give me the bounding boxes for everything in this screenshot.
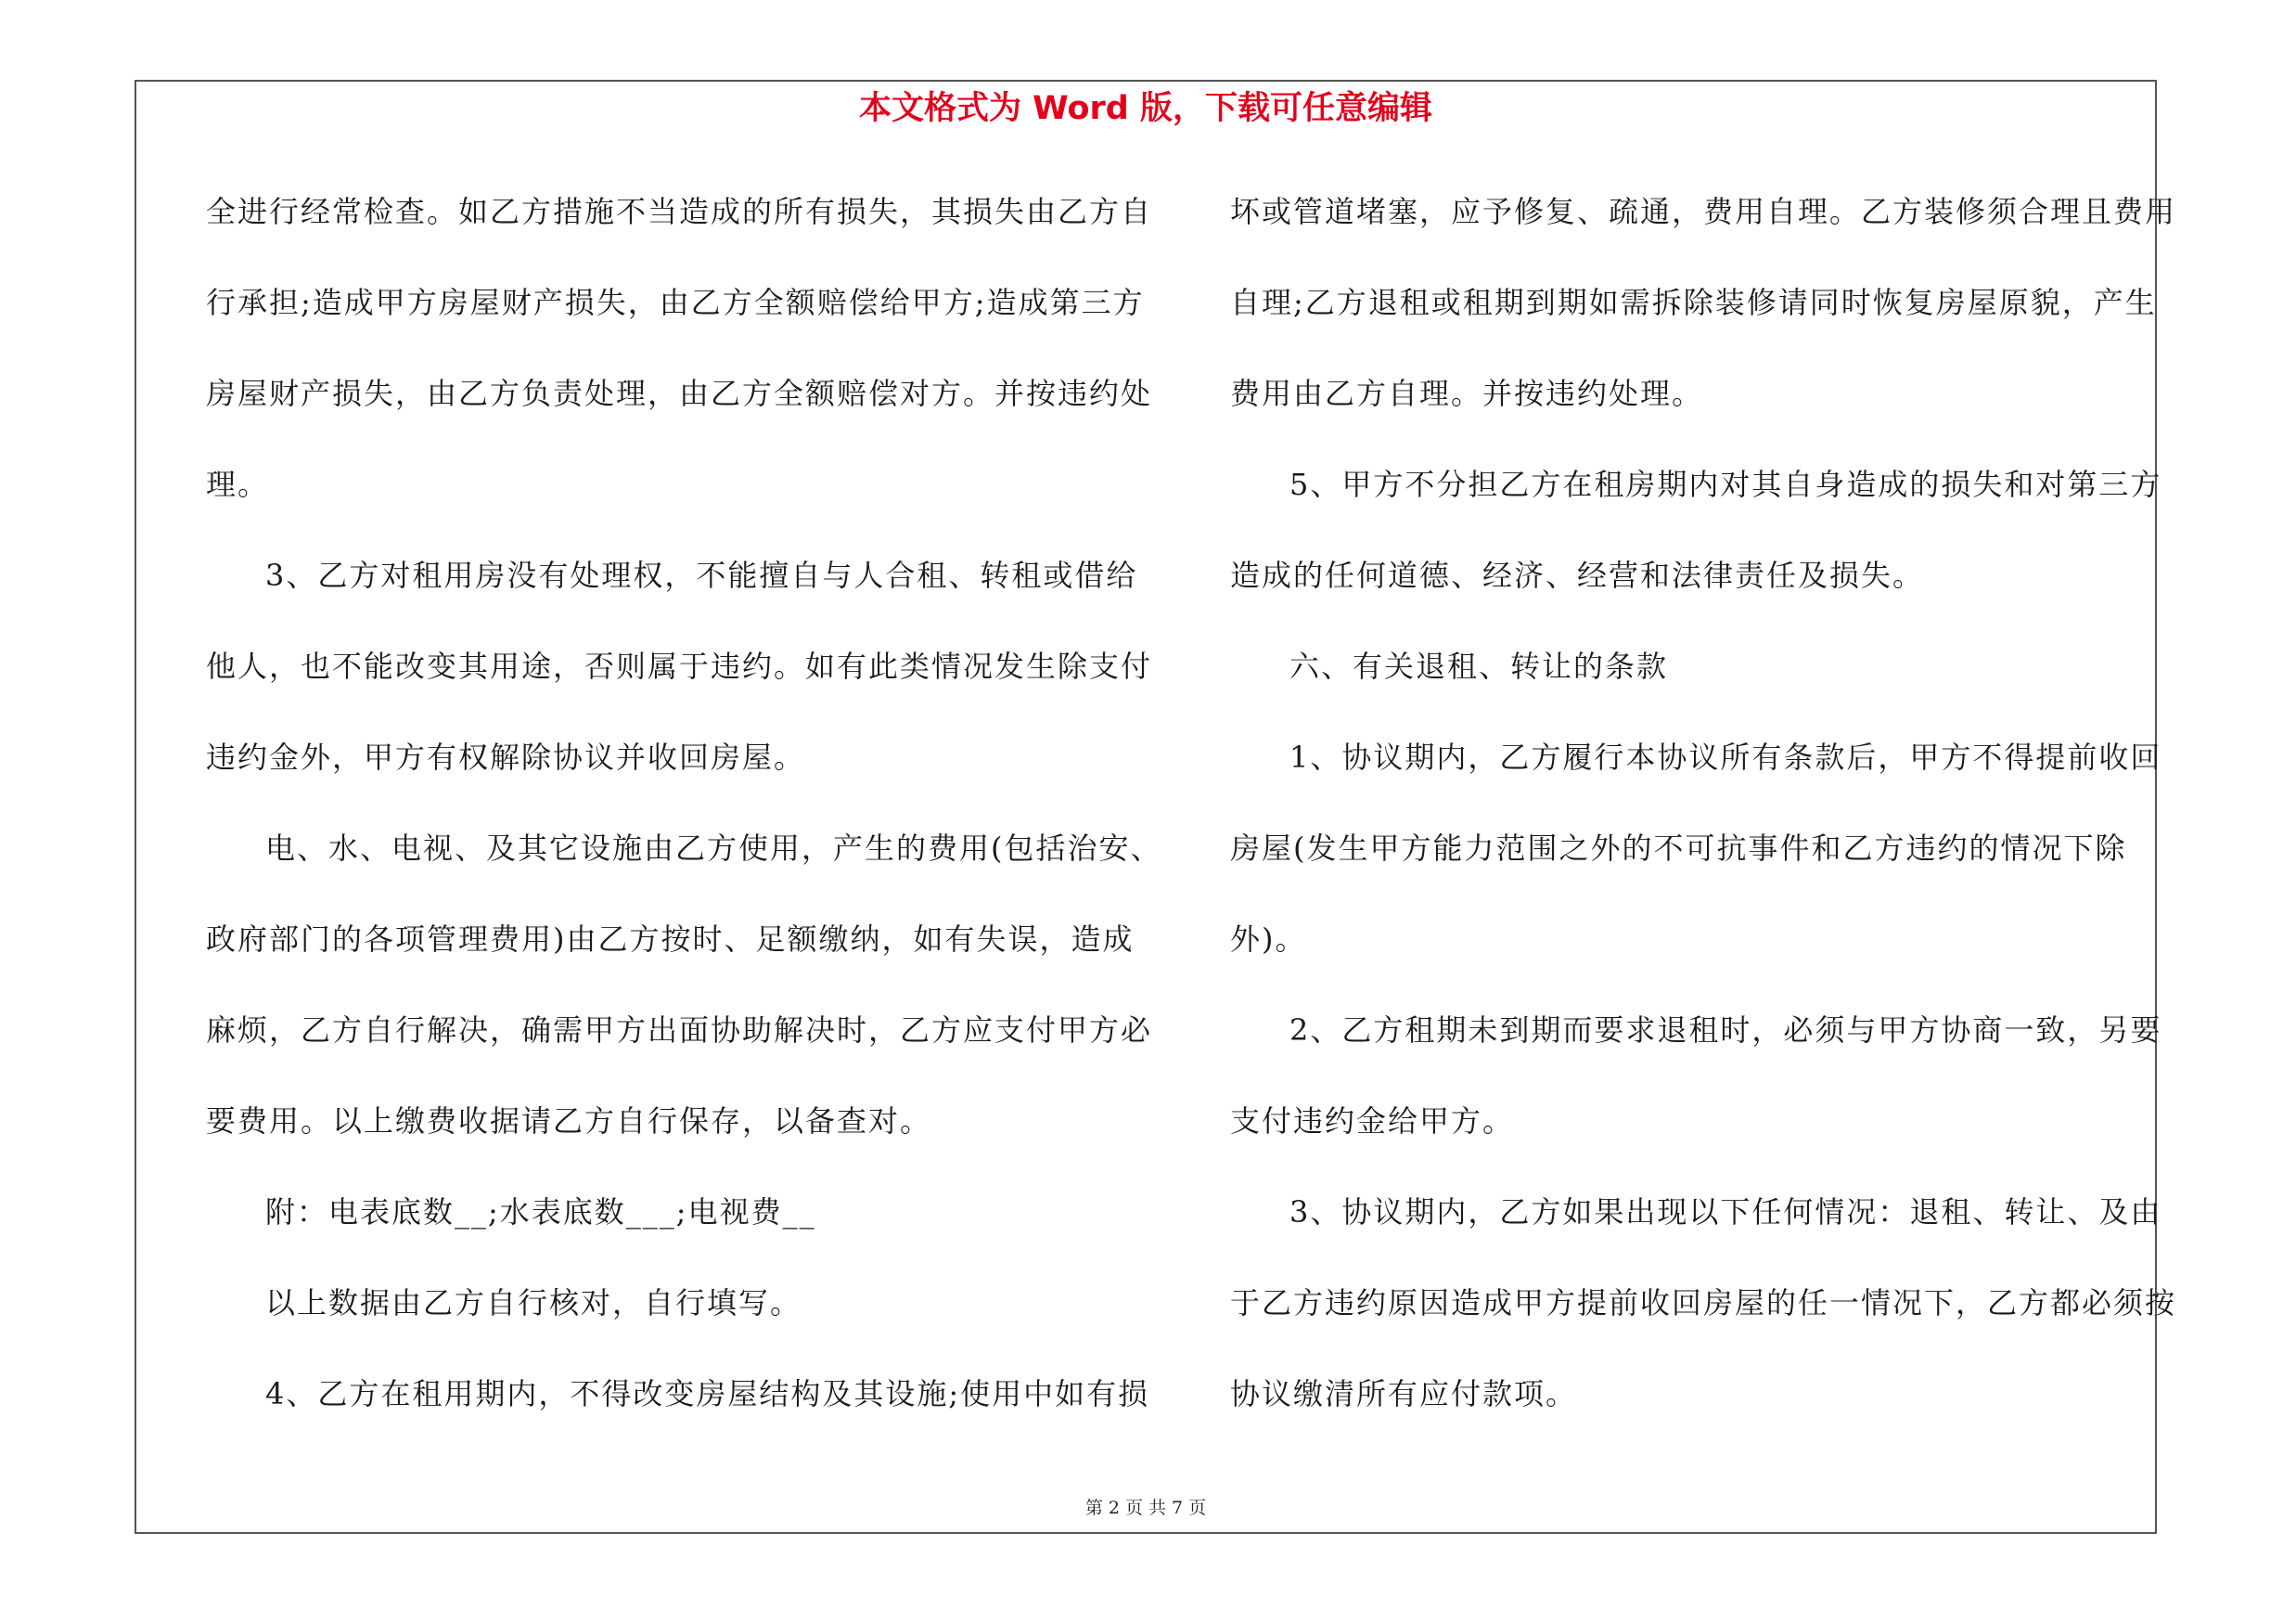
text-line: 政府部门的各项管理费用)由乙方按时、足额缴纳，如有失误，造成: [206, 921, 1135, 957]
text-line: 3、协议期内，乙方如果出现以下任何情况：退租、转让、及由: [1289, 1194, 2162, 1230]
text-line: 房屋(发生甲方能力范围之外的不可抗事件和乙方违约的情况下除: [1230, 831, 2127, 866]
text-line: 电、水、电视、及其它设施由乙方使用，产生的费用(包括治安、: [265, 831, 1162, 866]
text-line: 违约金外，甲方有权解除协议并收回房屋。: [206, 740, 806, 775]
page-banner: 本文格式为 Word 版，下载可任意编辑: [858, 90, 1433, 127]
text-line: 要费用。以上缴费收据请乙方自行保存，以备查对。: [206, 1103, 932, 1139]
text-line: 自理;乙方退租或租期到期如需拆除装修请同时恢复房屋原貌，产生: [1230, 285, 2157, 320]
left-text-column: [206, 184, 1162, 1457]
text-line: 理。: [206, 467, 270, 502]
text-line: 造成的任何道德、经济、经营和法律责任及损失。: [1230, 558, 1925, 593]
text-line: 4、乙方在租用期内，不得改变房屋结构及其设施;使用中如有损: [265, 1376, 1150, 1411]
section-heading: 六、有关退租、转让的条款: [1289, 649, 1669, 684]
page-number: 第 2 页 共 7 页: [1084, 1498, 1207, 1518]
text-line: 2、乙方租期未到期而要求退租时，必须与甲方协商一致，另要: [1289, 1012, 2162, 1048]
text-line: 费用由乙方自理。并按违约处理。: [1230, 376, 1704, 411]
text-line: 全进行经常检查。如乙方措施不当造成的所有损失，其损失由乙方自: [206, 194, 1153, 229]
text-line: 麻烦，乙方自行解决，确需甲方出面协助解决时，乙方应支付甲方必: [206, 1012, 1153, 1048]
text-line: 支付违约金给甲方。: [1230, 1103, 1515, 1139]
text-line: 他人，也不能改变其用途，否则属于违约。如有此类情况发生除支付: [206, 649, 1153, 684]
text-line: 以上数据由乙方自行核对，自行填写。: [265, 1285, 802, 1320]
text-line: 1、协议期内，乙方履行本协议所有条款后，甲方不得提前收回: [1289, 740, 2162, 775]
text-line: 外)。: [1230, 921, 1307, 957]
text-line: 坏或管道堵塞，应予修复、疏通，费用自理。乙方装修须合理且费用: [1230, 194, 2177, 229]
right-text-column: [1230, 184, 2177, 1457]
text-line: 3、乙方对租用房没有处理权，不能擅自与人合租、转租或借给: [265, 558, 1138, 593]
text-line: 附：电表底数__;水表底数___;电视费__: [265, 1194, 816, 1230]
text-line: 房屋财产损失，由乙方负责处理，由乙方全额赔偿对方。并按违约处: [206, 376, 1153, 411]
text-line: 于乙方违约原因造成甲方提前收回房屋的任一情况下，乙方都必须按: [1230, 1285, 2177, 1320]
text-line: 行承担;造成甲方房屋财产损失，由乙方全额赔偿给甲方;造成第三方: [206, 285, 1145, 320]
text-line: 5、甲方不分担乙方在租房期内对其自身造成的损失和对第三方: [1289, 467, 2162, 502]
text-line: 协议缴清所有应付款项。: [1230, 1376, 1578, 1411]
